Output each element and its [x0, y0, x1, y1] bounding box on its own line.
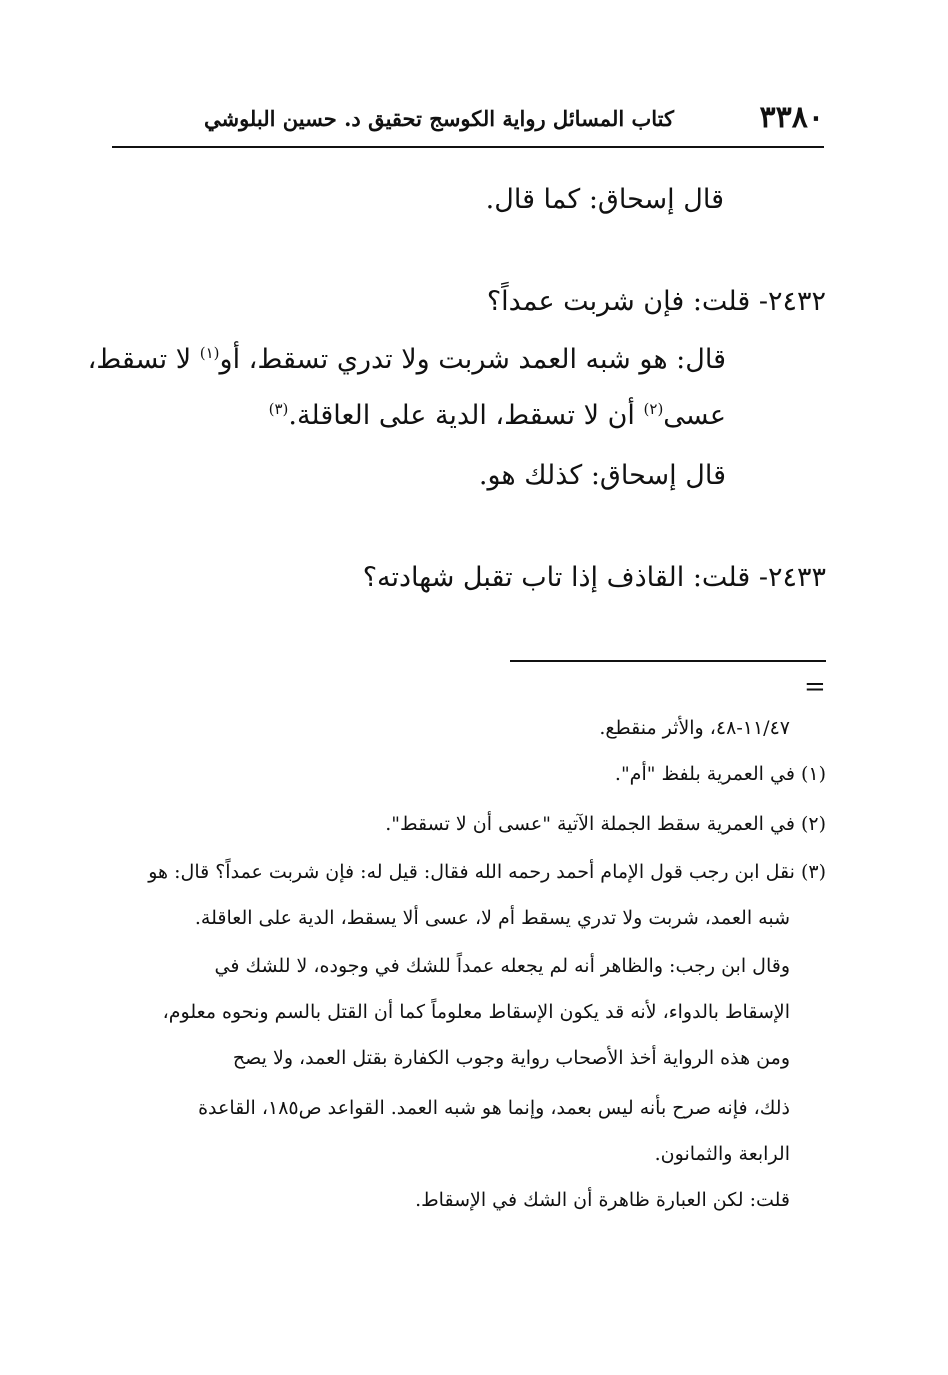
- footnote-marker-2: (٢): [643, 400, 664, 418]
- question-2432: ٢٤٣٢- قلت: فإن شربت عمداً؟: [486, 286, 826, 317]
- running-title: كتاب المسائل رواية الكوسج تحقيق د. حسين البلوشي: [203, 106, 674, 131]
- footnote-3-line: ومن هذه الرواية أخذ الأصحاب رواية وجوب الكفارة بقتل العمد، ولا يصح: [232, 1047, 790, 1069]
- continuation-mark: =: [804, 672, 826, 702]
- footnote-3-line: قلت: لكن العبارة ظاهرة أن الشك في الإسقاط.: [415, 1189, 790, 1211]
- footnote-3-line: شبه العمد، شربت ولا تدري يسقط أم لا، عسى ألا يسقط، الدية على العاقلة.: [194, 907, 790, 929]
- answer-2432-line1-part2: لا تسقط،: [87, 344, 200, 375]
- question-2433: ٢٤٣٣- قلت: القاذف إذا تاب تقبل شهادته؟: [362, 562, 826, 593]
- answer-2432-line2-part1: عسى: [663, 400, 726, 431]
- footnote-3-line: الرابعة والثمانون.: [654, 1143, 790, 1165]
- ishaq-reply-2432: قال إسحاق: كذلك هو.: [478, 460, 726, 491]
- ishaq-reply-line: قال إسحاق: كما قال.: [485, 184, 724, 215]
- page-number: ٣٣٨٠: [759, 100, 824, 135]
- footnote-3-line: (٣) نقل ابن رجب قول الإمام أحمد رحمه الله فقال: قيل له: فإن شربت عمداً؟ قال: هو: [148, 861, 826, 883]
- footnote-marker-3: (٣): [268, 400, 289, 418]
- footnote-2: (٢) في العمرية سقط الجملة الآتية "عسى أن لا تسقط".: [385, 813, 826, 835]
- footnote-3-line: الإسقاط بالدواء، لأنه قد يكون الإسقاط معلوماً كما أن القتل بالسم ونحوه معلوم،: [162, 1001, 790, 1023]
- footnote-marker-1: (١): [199, 344, 220, 362]
- footnote-3-line: ذلك، فإنه صرح بأنه ليس بعمد، وإنما هو شبه العمد. القواعد ص١٨٥، القاعدة: [198, 1097, 790, 1119]
- footnote-separator: [510, 660, 826, 662]
- footnote-1: (١) في العمرية بلفظ "أم".: [614, 763, 826, 785]
- answer-2432-line1-part1: قال: هو شبه العمد شربت ولا تدري تسقط، أو: [219, 344, 726, 375]
- answer-2432-line2-part2: أن لا تسقط، الدية على العاقلة.: [288, 400, 644, 431]
- running-header: [112, 96, 824, 148]
- footnote-3-line: وقال ابن رجب: والظاهر أنه لم يجعله عمداً للشك في وجوده، لا للشك في: [214, 955, 790, 977]
- footnote-prev-continuation: ١١/٤٧-٤٨، والأثر منقطع.: [599, 717, 790, 739]
- answer-2432-line2: [269, 396, 726, 436]
- answer-2432-line1: [88, 340, 726, 380]
